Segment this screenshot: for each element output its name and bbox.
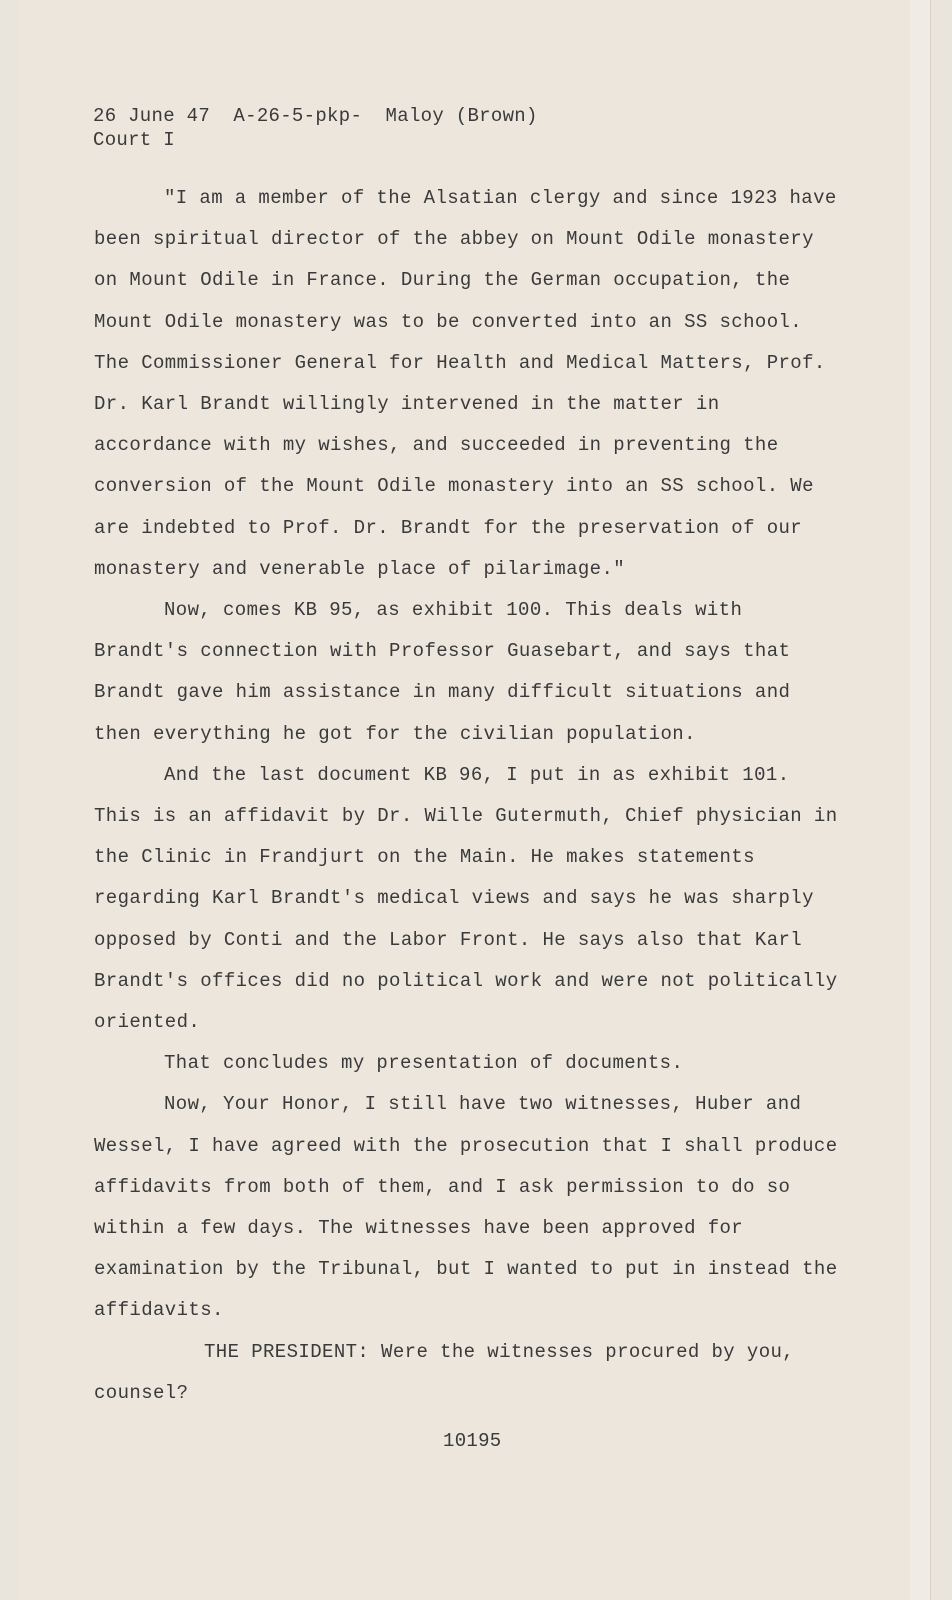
transcript-body bbox=[94, 178, 839, 1414]
exhibit-100-paragraph: Now, comes KB 95, as exhibit 100. This deals with Brandt's connection with Professor Guasebart, and says that Brandt gave him assistance in many difficult situations and then everything he got for the civilian population. bbox=[94, 599, 791, 745]
president-statement bbox=[94, 1332, 839, 1414]
transcript-header bbox=[93, 104, 538, 152]
page-edge bbox=[910, 0, 930, 1600]
document-page bbox=[18, 0, 931, 1600]
witnesses-paragraph: Now, Your Honor, I still have two witnesses, Huber and Wessel, I have agreed with the prosecution that I shall produce affidavits from both of them, and I ask permission to do so within a few days. The witnesses have been approved for examination by the Tribunal, but I wanted to put in instead the affidavits. bbox=[94, 1093, 838, 1322]
conclusion-paragraph: That concludes my presentation of documents. bbox=[164, 1052, 684, 1075]
speaker-text: Were the witnesses procured by you, counsel? bbox=[94, 1340, 795, 1404]
exhibit-101-paragraph: And the last document KB 96, I put in as exhibit 101. This is an affidavit by Dr. Wille Gutermuth, Chief physician in the Clinic in Frandjurt on the Main. He makes statements regarding Karl Brandt's medical views and says he was sharply opposed by Conti and the Labor Front. He says also that Karl Brandt's offices did no political work and were not politically oriented. bbox=[94, 763, 838, 1034]
speaker-name: THE PRESIDENT: bbox=[204, 1340, 370, 1363]
header-date-line: 26 June 47 A-26-5-pkp- Maloy (Brown) bbox=[93, 105, 538, 127]
header-court-line: Court I bbox=[93, 129, 175, 151]
affidavit-quote-paragraph: "I am a member of the Alsatian clergy and since 1923 have been spiritual director of the abbey on Mount Odile monastery on Mount Odile in France. During the German occupation, the Mount Odile monastery was to be converted into an SS school. The Commissioner General for Health and Medical Matters, Prof. Dr. Karl Brandt willingly intervened in the matter in accordance with my wishes, and succeeded in preventing the conversion of the Mount Odile monastery into an SS school. We are indebted to Prof. Dr. Brandt for the preservation of our monastery and venerable place of pilarimage." bbox=[94, 187, 837, 580]
page-number: 10195 bbox=[443, 1430, 502, 1452]
